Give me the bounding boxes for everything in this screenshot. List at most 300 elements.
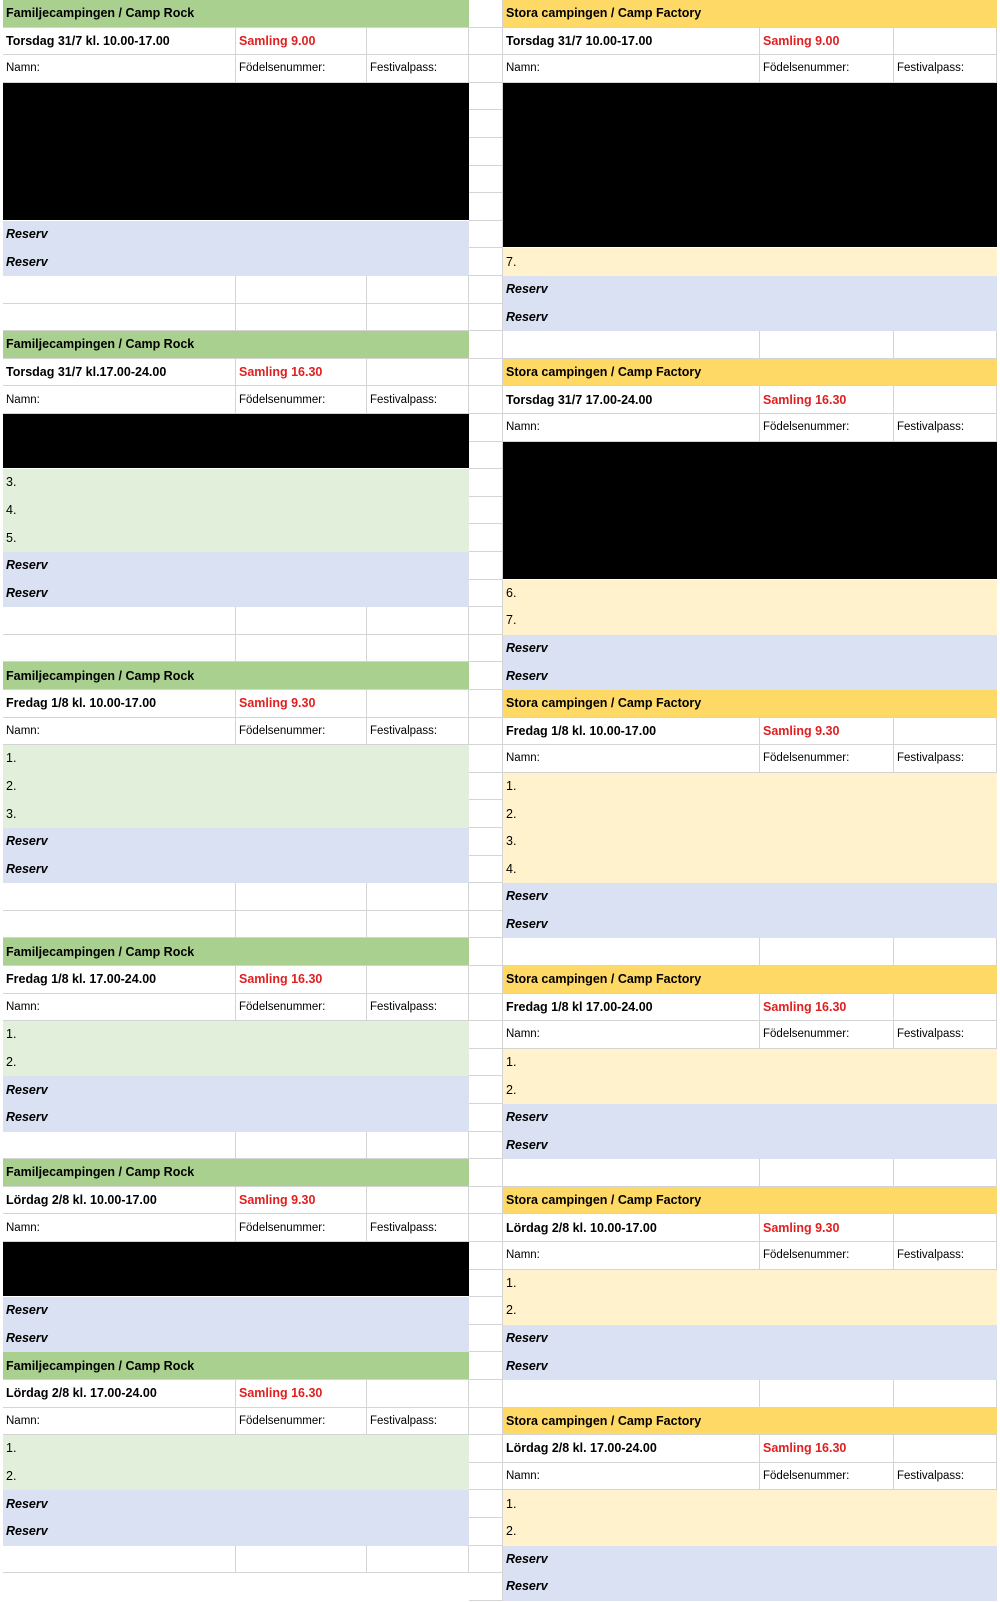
table-row [503,1325,997,1353]
table-row [3,248,469,276]
empty-cell[interactable] [894,1214,997,1241]
empty-cell[interactable] [894,1159,997,1186]
slot-number-cell[interactable]: 1. [6,1027,17,1042]
festival-pass-label-cell[interactable]: Festivalpass: [894,1463,997,1490]
shift-date-cell[interactable]: Fredag 1/8 kl. 10.00-17.00 [503,718,760,745]
empty-cell[interactable] [894,938,997,965]
table-row [503,1518,997,1546]
table-row [3,883,469,911]
name-label-cell[interactable]: Namn: [503,1463,760,1490]
table-row [3,331,469,359]
spacer-cell[interactable] [469,966,503,994]
slot-number-cell[interactable]: 2. [506,806,517,821]
festival-pass-label-cell[interactable]: Festivalpass: [894,414,997,441]
samling-time-cell[interactable]: Samling 16.30 [236,1380,367,1407]
reserve-cell[interactable]: Reserv [506,668,548,683]
slot-number-cell[interactable]: 2. [6,779,17,794]
table-row [503,966,997,994]
table-row [3,911,469,939]
spacer-cell[interactable] [469,635,503,663]
table-row [3,524,469,552]
empty-cell[interactable] [503,1380,760,1407]
reserve-cell[interactable]: Reserv [506,889,548,904]
samling-time-cell[interactable]: Samling 16.30 [760,1435,894,1462]
table-row [3,828,469,856]
birth-number-label-cell[interactable]: Födelsenummer: [236,718,367,745]
table-row [503,1408,997,1436]
table-row [503,1187,997,1215]
spacer-cell[interactable] [469,690,503,718]
empty-cell[interactable] [3,1546,236,1573]
table-row [3,386,469,414]
reserve-cell[interactable]: Reserv [506,641,548,656]
spacer-cell[interactable] [469,524,503,552]
empty-cell[interactable] [760,1159,894,1186]
reserve-cell[interactable]: Reserv [506,1331,548,1346]
table-row [503,1490,997,1518]
table-row [503,580,997,608]
slot-number-cell[interactable]: 1. [6,751,17,766]
empty-cell[interactable] [760,331,894,358]
name-label-cell[interactable]: Namn: [3,55,236,82]
empty-cell[interactable] [367,1132,469,1159]
empty-cell[interactable] [503,1159,760,1186]
empty-cell[interactable] [3,276,236,303]
table-row [503,994,997,1022]
birth-number-label-cell[interactable]: Födelsenummer: [236,1214,367,1241]
empty-cell[interactable] [503,331,760,358]
spacer-cell[interactable] [469,1546,503,1574]
empty-cell[interactable] [367,911,469,938]
table-row [3,1408,469,1436]
festival-pass-label-cell[interactable]: Festivalpass: [894,1242,997,1269]
spacer-cell[interactable] [469,386,503,414]
reserve-cell[interactable]: Reserv [506,1551,548,1566]
empty-cell[interactable] [367,304,469,331]
redacted-block [3,83,469,220]
table-row [3,1325,469,1353]
table-row [3,1159,469,1187]
table-row [503,386,997,414]
shift-date-cell[interactable]: Torsdag 31/7 17.00-24.00 [503,386,760,413]
reserve-cell[interactable]: Reserv [6,834,48,849]
slot-number-cell[interactable]: 3. [506,834,517,849]
empty-cell[interactable] [367,276,469,303]
empty-cell[interactable] [236,607,367,634]
empty-cell[interactable] [236,1132,367,1159]
spacer-cell[interactable] [469,1104,503,1132]
table-row [503,1380,997,1408]
table-row [3,1021,469,1049]
samling-time-cell[interactable]: Samling 9.30 [760,718,894,745]
section-header: Stora campingen / Camp Factory [506,365,702,380]
spacer-cell[interactable] [469,442,503,470]
table-row [503,414,997,442]
festival-pass-label-cell[interactable]: Festivalpass: [367,1408,469,1435]
name-label-cell[interactable]: Namn: [503,414,760,441]
slot-number-cell[interactable]: 7. [506,613,517,628]
reserve-cell[interactable]: Reserv [6,1496,48,1511]
samling-time-cell[interactable]: Samling 9.30 [236,1187,367,1214]
slot-number-cell[interactable]: 1. [506,1275,517,1290]
empty-cell[interactable] [367,1187,469,1214]
reserve-cell[interactable]: Reserv [506,917,548,932]
spacer-cell[interactable] [469,1187,503,1215]
name-label-cell[interactable]: Namn: [503,1021,760,1048]
table-row [3,607,469,635]
table-row [503,938,997,966]
table-row [503,1463,997,1491]
spacer-cell[interactable] [469,800,503,828]
table-row [3,28,469,56]
spacer-cell[interactable] [469,580,503,608]
birth-number-label-cell[interactable]: Födelsenummer: [760,1242,894,1269]
name-label-cell[interactable]: Namn: [3,386,236,413]
spacer-cell[interactable] [469,1270,503,1298]
reserve-cell[interactable]: Reserv [506,1579,548,1594]
table-row [503,662,997,690]
table-row [3,856,469,884]
spacer-cell[interactable] [469,1076,503,1104]
name-label-cell[interactable]: Namn: [503,745,760,772]
empty-cell[interactable] [367,28,469,55]
reserve-cell[interactable]: Reserv [6,1303,48,1318]
empty-cell[interactable] [367,607,469,634]
section-header: Familjecampingen / Camp Rock [6,668,195,683]
name-label-cell[interactable]: Namn: [3,1214,236,1241]
spacer-cell[interactable] [469,138,503,166]
empty-cell[interactable] [3,304,236,331]
table-row [3,304,469,332]
festival-pass-label-cell[interactable]: Festivalpass: [894,55,997,82]
spacer-cell[interactable] [469,662,503,690]
empty-cell[interactable] [3,635,236,662]
spacer-cell[interactable] [469,28,503,56]
empty-cell[interactable] [236,1546,367,1573]
table-row [503,690,997,718]
table-row [503,828,997,856]
table-row [503,248,997,276]
shift-date-cell[interactable]: Fredag 1/8 kl 17.00-24.00 [503,994,760,1021]
empty-cell[interactable] [367,1546,469,1573]
table-row [3,773,469,801]
empty-cell[interactable] [236,304,367,331]
spacer-cell[interactable] [469,1325,503,1353]
festival-pass-label-cell[interactable]: Festivalpass: [367,386,469,413]
table-row [3,1435,469,1463]
spacer-cell[interactable] [469,359,503,387]
shift-date-cell[interactable]: Lördag 2/8 kl. 10.00-17.00 [3,1187,236,1214]
empty-cell[interactable] [3,1132,236,1159]
spacer-cell[interactable] [469,883,503,911]
spacer-cell[interactable] [469,83,503,111]
empty-cell[interactable] [760,1380,894,1407]
shift-date-cell[interactable]: Lördag 2/8 kl. 17.00-24.00 [3,1380,236,1407]
slot-number-cell[interactable]: 1. [506,1055,517,1070]
empty-cell[interactable] [3,911,236,938]
table-row [3,718,469,746]
table-row [503,1573,997,1601]
reserve-cell[interactable]: Reserv [6,1082,48,1097]
festival-pass-label-cell[interactable]: Festivalpass: [894,745,997,772]
table-row [503,304,997,332]
empty-cell[interactable] [367,1380,469,1407]
spacer-cell[interactable] [469,1159,503,1187]
festival-pass-label-cell[interactable]: Festivalpass: [894,1021,997,1048]
spacer-cell[interactable] [469,0,503,28]
table-row [3,745,469,773]
table-row [503,800,997,828]
table-row [3,1490,469,1518]
reserve-cell[interactable]: Reserv [506,282,548,297]
section-header: Stora campingen / Camp Factory [506,1193,702,1208]
reserve-cell[interactable]: Reserv [506,309,548,324]
spacer-cell[interactable] [469,331,503,359]
spacer-cell[interactable] [469,276,503,304]
samling-time-cell[interactable]: Samling 16.30 [236,359,367,386]
name-label-cell[interactable]: Namn: [3,1408,236,1435]
name-label-cell[interactable]: Namn: [3,994,236,1021]
section-header: Stora campingen / Camp Factory [506,1413,702,1428]
slot-number-cell[interactable]: 7. [506,254,517,269]
slot-number-cell[interactable]: 2. [506,1303,517,1318]
spacer-cell[interactable] [469,745,503,773]
samling-time-cell[interactable]: Samling 9.00 [760,28,894,55]
table-row [3,276,469,304]
spacer-cell[interactable] [469,1435,503,1463]
table-row [3,359,469,387]
slot-number-cell[interactable]: 4. [6,503,17,518]
shift-date-cell[interactable]: Fredag 1/8 kl. 10.00-17.00 [3,690,236,717]
table-row [3,0,469,28]
empty-cell[interactable] [894,28,997,55]
shift-date-cell[interactable]: Lördag 2/8 kl. 10.00-17.00 [503,1214,760,1241]
birth-number-label-cell[interactable]: Födelsenummer: [236,55,367,82]
festival-pass-label-cell[interactable]: Festivalpass: [367,718,469,745]
samling-time-cell[interactable]: Samling 16.30 [760,994,894,1021]
empty-cell[interactable] [894,331,997,358]
table-row [503,1076,997,1104]
empty-cell[interactable] [894,1380,997,1407]
spacer-cell[interactable] [469,1573,503,1601]
spacer-cell[interactable] [469,773,503,801]
table-row [3,662,469,690]
table-row [503,1435,997,1463]
spacer-cell[interactable] [469,1463,503,1491]
empty-cell[interactable] [367,690,469,717]
reserve-cell[interactable]: Reserv [506,1358,548,1373]
empty-cell[interactable] [367,966,469,993]
spacer-cell[interactable] [469,1214,503,1242]
spacer-cell[interactable] [469,856,503,884]
reserve-cell[interactable]: Reserv [6,1524,48,1539]
festival-pass-label-cell[interactable]: Festivalpass: [367,55,469,82]
slot-number-cell[interactable]: 4. [506,861,517,876]
spacer-cell[interactable] [469,1132,503,1160]
spacer-cell[interactable] [469,1408,503,1436]
table-row [3,1380,469,1408]
section-header: Stora campingen / Camp Factory [506,6,702,21]
table-row [3,1463,469,1491]
reserve-cell[interactable]: Reserv [6,585,48,600]
table-row [3,635,469,663]
slot-number-cell[interactable]: 1. [506,779,517,794]
table-row [503,1242,997,1270]
empty-cell[interactable] [367,359,469,386]
redacted-block [3,1242,469,1296]
spacer-cell[interactable] [469,1490,503,1518]
slot-number-cell[interactable]: 2. [6,1469,17,1484]
samling-time-cell[interactable]: Samling 9.30 [760,1214,894,1241]
table-row [503,718,997,746]
section-header: Stora campingen / Camp Factory [506,972,702,987]
shift-date-cell[interactable]: Torsdag 31/7 kl.17.00-24.00 [3,359,236,386]
spacer-cell[interactable] [469,1297,503,1325]
spacer-cell[interactable] [469,1380,503,1408]
slot-number-cell[interactable]: 5. [6,530,17,545]
spacer-cell[interactable] [469,552,503,580]
slot-number-cell[interactable]: 2. [6,1055,17,1070]
table-row [3,1352,469,1380]
birth-number-label-cell[interactable]: Födelsenummer: [236,994,367,1021]
empty-cell[interactable] [503,938,760,965]
table-row [503,1546,997,1574]
spacer-cell[interactable] [469,1021,503,1049]
spacer-cell[interactable] [469,248,503,276]
spacer-cell[interactable] [469,497,503,525]
slot-number-cell[interactable]: 1. [506,1496,517,1511]
redacted-block [503,83,997,248]
empty-cell[interactable] [236,883,367,910]
slot-number-cell[interactable]: 6. [506,585,517,600]
shift-date-cell[interactable]: Fredag 1/8 kl. 17.00-24.00 [3,966,236,993]
table-row [3,966,469,994]
empty-cell[interactable] [236,635,367,662]
spacer-cell[interactable] [469,221,503,249]
birth-number-label-cell[interactable]: Födelsenummer: [760,745,894,772]
birth-number-label-cell[interactable]: Födelsenummer: [760,1021,894,1048]
table-row [503,773,997,801]
spacer-cell[interactable] [469,469,503,497]
name-label-cell[interactable]: Namn: [503,1242,760,1269]
samling-time-cell[interactable]: Samling 9.30 [236,690,367,717]
spacer-cell[interactable] [469,304,503,332]
spacer-cell[interactable] [469,193,503,221]
empty-cell[interactable] [3,883,236,910]
reserve-cell[interactable]: Reserv [506,1137,548,1152]
table-row [3,497,469,525]
festival-pass-label-cell[interactable]: Festivalpass: [367,994,469,1021]
empty-cell[interactable] [236,276,367,303]
empty-cell[interactable] [367,635,469,662]
redacted-block [3,414,469,468]
table-row [503,1021,997,1049]
birth-number-label-cell[interactable]: Födelsenummer: [760,414,894,441]
reserve-cell[interactable]: Reserv [6,1110,48,1125]
table-row [3,580,469,608]
reserve-cell[interactable]: Reserv [6,861,48,876]
spacer-cell[interactable] [469,166,503,194]
table-row [503,1049,997,1077]
empty-cell[interactable] [3,607,236,634]
slot-number-cell[interactable]: 3. [6,806,17,821]
section-header: Stora campingen / Camp Factory [506,696,702,711]
shift-date-cell[interactable]: Torsdag 31/7 kl. 10.00-17.00 [3,28,236,55]
table-row [3,1104,469,1132]
spacer-cell[interactable] [469,1352,503,1380]
table-row [503,1352,997,1380]
name-label-cell[interactable]: Namn: [3,718,236,745]
empty-cell[interactable] [894,718,997,745]
table-row [3,994,469,1022]
slot-number-cell[interactable]: 3. [6,475,17,490]
spacer-cell[interactable] [469,1242,503,1270]
birth-number-label-cell[interactable]: Födelsenummer: [236,386,367,413]
samling-time-cell[interactable]: Samling 9.00 [236,28,367,55]
slot-number-cell[interactable]: 2. [506,1082,517,1097]
reserve-cell[interactable]: Reserv [6,254,48,269]
slot-number-cell[interactable]: 1. [6,1441,17,1456]
table-row [3,690,469,718]
table-row [503,331,997,359]
table-row [503,55,997,83]
table-row [3,938,469,966]
reserve-cell[interactable]: Reserv [6,558,48,573]
spacer-cell[interactable] [469,828,503,856]
spacer-cell[interactable] [469,414,503,442]
empty-cell[interactable] [367,883,469,910]
reserve-cell[interactable]: Reserv [6,1331,48,1346]
reserve-cell[interactable]: Reserv [6,227,48,242]
table-row [3,1187,469,1215]
table-row [3,1297,469,1325]
slot-number-cell[interactable]: 2. [506,1524,517,1539]
table-row [503,359,997,387]
redacted-block [503,442,997,579]
spacer-cell[interactable] [469,1518,503,1546]
reserve-cell[interactable]: Reserv [506,1110,548,1125]
festival-pass-label-cell[interactable]: Festivalpass: [367,1214,469,1241]
spacer-cell[interactable] [469,55,503,83]
empty-cell[interactable] [894,1435,997,1462]
spacer-cell[interactable] [469,1049,503,1077]
table-row [503,635,997,663]
samling-time-cell[interactable]: Samling 16.30 [760,386,894,413]
spacer-cell[interactable] [469,938,503,966]
shift-date-cell[interactable]: Lördag 2/8 kl. 17.00-24.00 [503,1435,760,1462]
birth-number-label-cell[interactable]: Födelsenummer: [760,1463,894,1490]
table-row [503,1270,997,1298]
spacer-cell[interactable] [469,110,503,138]
name-label-cell[interactable]: Namn: [503,55,760,82]
shift-date-cell[interactable]: Torsdag 31/7 10.00-17.00 [503,28,760,55]
spacer-cell[interactable] [469,911,503,939]
table-row [503,856,997,884]
table-row [3,800,469,828]
empty-cell[interactable] [894,386,997,413]
spacer-cell[interactable] [469,718,503,746]
empty-cell[interactable] [236,911,367,938]
spacer-cell[interactable] [469,607,503,635]
samling-time-cell[interactable]: Samling 16.30 [236,966,367,993]
spacer-cell[interactable] [469,994,503,1022]
table-row [503,883,997,911]
empty-cell[interactable] [894,994,997,1021]
birth-number-label-cell[interactable]: Födelsenummer: [236,1408,367,1435]
table-row [3,1076,469,1104]
birth-number-label-cell[interactable]: Födelsenummer: [760,55,894,82]
empty-cell[interactable] [760,938,894,965]
